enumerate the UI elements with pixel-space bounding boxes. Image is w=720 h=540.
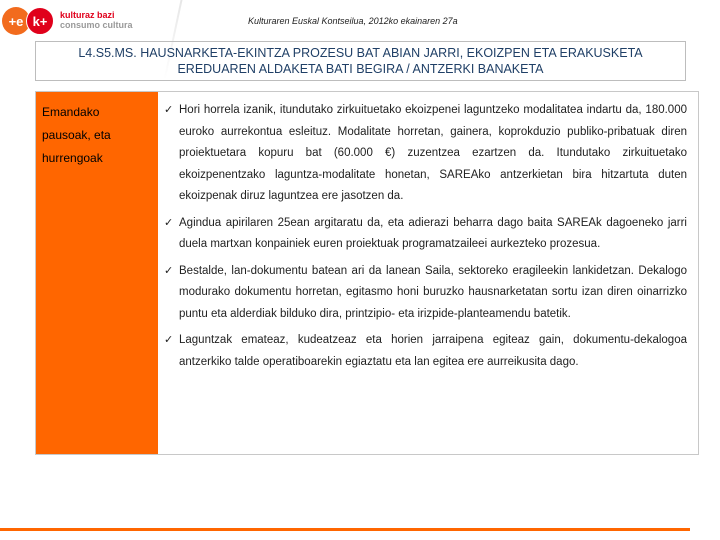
bullet-text: Hori horrela izanik, itundutako zirkuituetako ekoizpenei laguntzeko modalitatea indartu da, 180.000 euroko aurrekontua esleituz. Modalitate horretan, gainera, koprokduzio publiko-pribatuak diren proiektuetara kopuru bat (60.000 €) zuzentzea ezartzen da. Itundutako zirkuituetako ekoizpenentzako laguntza-modalitate honetan, SAREAko antzerkietan bira hitzartuta duten ekoizpenak diruz laguntzea ere jasotzen da. [179, 104, 687, 202]
bullet-text: Agindua apirilaren 25ean argitaratu da, eta adierazi beharra dago baita SAREAk dagoeneko jarri duela martxan konpainiek euren proiektuak programatzaileei aurkezteko prozesua. [179, 216, 687, 250]
sidebar-label [36, 92, 158, 454]
check-icon: ✓ [164, 104, 174, 116]
logo-circle-e: +e [2, 7, 30, 35]
logo [2, 4, 142, 36]
logo-wordmark-line2: consumo cultura [60, 20, 133, 30]
bottom-accent-line [0, 528, 690, 531]
slide-title: L4.S5.MS. HAUSNARKETA-EKINTZA PROZESU BAT ABIAN JARRI, EKOIZPEN ETA ERAKUSKETA EREDUAREN ALDAKETA BATI BEGIRA / ANTZERKI BANAKETA [35, 41, 686, 81]
bullet-item [164, 100, 687, 208]
bullet-item [164, 213, 687, 256]
bullet-text: Laguntzak emateaz, kudeatzeaz eta horien jarraipena egiteaz gain, dokumentu-dekalogoa antzerkiko talde operatiboarekin egiaztatu eta lan egitea ere aurreikusita dago. [179, 334, 687, 368]
logo-wordmark [60, 10, 133, 30]
bullet-item [164, 261, 687, 326]
bullet-list [164, 100, 687, 378]
logo-circle-k: k+ [26, 7, 54, 35]
sidebar-label-line: pausoak, eta [42, 128, 111, 142]
header-caption: Kulturaren Euskal Kontseilua, 2012ko ekainaren 27a [248, 16, 458, 26]
check-icon: ✓ [164, 334, 174, 346]
check-icon: ✓ [164, 216, 174, 229]
sidebar-label-line: Emandako [42, 105, 100, 119]
logo-wordmark-line1: kulturaz bazi [60, 10, 115, 20]
sidebar-label-line: hurrengoak [42, 151, 103, 165]
bullet-text: Bestalde, lan-dokumentu batean ari da lanean Saila, sektoreko eragileekin lankidetzan. Dekalogo modurako dokumentu horretan, egitasmo honi buruzko hausnarketatan sortu izan diren oinarrizko puntu eta alderdiak bilduko dira, printzipio- eta irizpide-planteamendu batetik. [179, 264, 687, 320]
check-icon: ✓ [164, 264, 174, 277]
bullet-item [164, 330, 687, 373]
